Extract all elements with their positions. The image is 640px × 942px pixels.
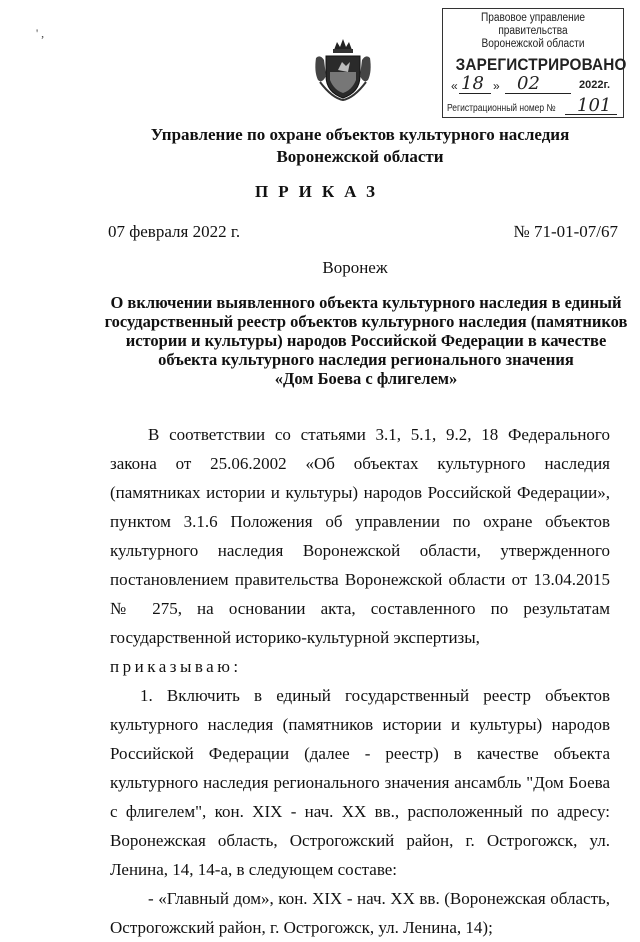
subject-line: объекта культурного наследия регионального значения [158,350,574,369]
corner-marks: ' , [36,26,45,40]
stamp-open-quote: « [451,79,458,93]
stamp-number-underline [565,114,617,115]
stamp-registered-label: ЗАРЕГИСТРИРОВАНО [455,55,627,74]
order-word: приказываю: [110,657,242,676]
document-city: Воронеж [322,258,388,277]
stamp-month-underline [505,93,571,94]
stamp-year: 2022г. [579,79,611,91]
document-subject [104,293,628,388]
document-body [110,420,610,942]
stamp-day: 18 [461,73,484,94]
stamp-authority-line1: Правовое управление правительства [480,12,586,37]
voronezh-coat-of-arms-icon [312,36,374,102]
stamp-month: 02 [517,73,540,94]
subject-line: истории и культуры) народов Российской Федерации в качестве [125,331,607,350]
stamp-close-quote: » [493,79,500,93]
stamp-day-underline [459,93,491,94]
registration-stamp [442,8,627,118]
organization-name-line1: Управление по охране объектов культурного наследия [150,125,570,144]
subject-line: государственный реестр объектов культурного наследия (памятников [104,312,628,331]
organization-name [100,124,620,168]
document-date: 07 февраля 2022 г. [108,222,241,241]
document-type-title: ПРИКАЗ [255,182,385,201]
document-number: № 71-01-07/67 [513,222,618,241]
order-item-1: 1. Включить в единый государственный реестр объектов культурного наследия (памятников истории и культуры) народов Российской Федерации (далее - реестр) в качестве объекта культурного наследия регионального значения ансамбль "Дом Боева с флигелем", кон. XIX - нач. XX вв., расположенный по адресу: Воронежская область, Острогожский район, г. Острогожск, ул. Ленина, 14, 14-а, в следующем составе: [110,686,610,879]
subject-line: О включении выявленного объекта культурного наследия в единый [110,293,622,312]
stamp-authority-line2: Воронежской области [481,38,585,50]
organization-name-line2: Воронежской области [276,147,444,166]
preamble-paragraph: В соответствии со статьями 3.1, 5.1, 9.2, 18 Федерального закона от 25.06.2002 «Об объектах культурного наследия (памятниках истории и культуры) народов Российской Федерации», пунктом 3.1.6 Положения об управлении по охране объектов культурного наследия Воронежской области, утвержденного постановлением правительства Воронежской области от 13.04.2015 № 275, на основании акта, составленного по результатам государственной историко-культурной экспертизы, [110,425,610,647]
order-item-1-subitem: - «Главный дом», кон. XIX - нач. XX вв. (Воронежская область, Острогожский район, г. Острогожск, ул. Ленина, 14); [110,889,610,937]
subject-line: «Дом Боева с флигелем» [274,369,458,388]
stamp-number-line [447,95,621,116]
stamp-number-label: Регистрационный номер № [447,103,556,114]
stamp-number-value: 101 [577,95,612,116]
